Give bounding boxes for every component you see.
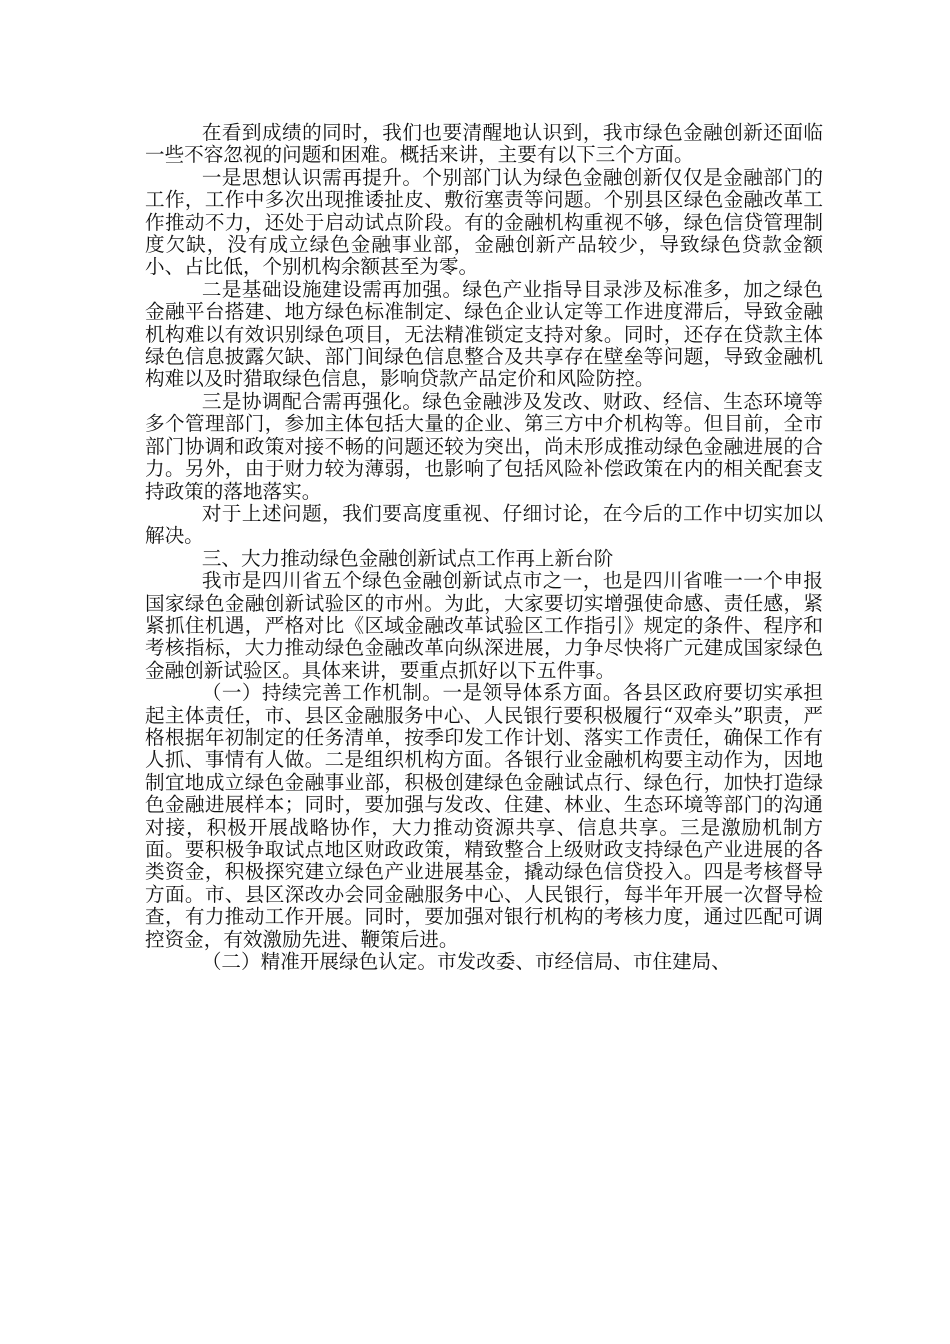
section-heading-three: 三、大力推动绿色金融创新试点工作再上新台阶 <box>201 546 614 570</box>
paragraph-pilot-city: 我市是四川省五个绿色金融创新试点市之一，也是四川省唯一一个申报国家绿色金融创新试验区的市州。为此，大家要切实增强使命感、责任感，紧紧抓住机遇，严格对比《区域金融改革试验区工作指引》规定的条件、程序和考核指标，大力推动绿色金融改革向纵深进展，力争尽快将广元建成国家绿色金融创新试验区。具体来讲，要重点抓好以下五件事。 <box>145 569 823 682</box>
paragraph-mechanism: （一）持续完善工作机制。一是领导体系方面。各县区政府要切实承担起主体责任，市、县区金融服务中心、人民银行要积极履行“双牵头”职责，严格根据年初制定的任务清单，按季印发工作计划、落实工作责任，确保工作有人抓、事情有人做。二是组织机构方面。各银行业金融机构要主动作为，因地制宜地成立绿色金融事业部，积极创建绿色金融试点行、绿色行，加快打造绿色金融进展样本；同时，要加强与发改、住建、林业、生态环境等部门的沟通对接，积极开展战略协作，大力推动资源共享、信息共享。三是激励机制方面。要积极争取试点地区财政政策，精致整合上级财政支持绿色产业进展的各类资金，积极探究建立绿色产业进展基金，撬动绿色信贷投入。四是考核督导方面。市、县区深改办会同金融服务中心、人民银行，每半年开展一次督导检查，有力推动工作开展。同时，要加强对银行机构的考核力度，通过匹配可调控资金，有效激励先进、鞭策后进。 <box>145 681 823 951</box>
paragraph-issue-coordination: 三是协调配合需再强化。绿色金融涉及发改、财政、经信、生态环境等多个管理部门，参加主体包括大量的企业、第三方中介机构等。但目前，全市部门协调和政策对接不畅的问题还较为突出，尚未形成推动绿色金融进展的合力。另外，由于财力较为薄弱，也影响了包括风险补偿政策在内的相关配套支持政策的落地落实。 <box>145 389 823 503</box>
document-page <box>145 122 823 973</box>
paragraph-intro: 在看到成绩的同时，我们也要清醒地认识到，我市绿色金融创新还面临一些不容忽视的问题和困难。概括来讲，主要有以下三个方面。 <box>145 121 823 167</box>
paragraph-resolve: 对于上述问题，我们要高度重视、仔细讨论，在今后的工作中切实加以解决。 <box>145 501 823 548</box>
paragraph-issue-infrastructure: 二是基础设施建设需再加强。绿色产业指导目录涉及标准多，加之绿色金融平台搭建、地方绿色标准制定、绿色企业认定等工作进度滞后，导致金融机构难以有效识别绿色项目，无法精准锁定支持对象。同时，还存在贷款主体绿色信息披露欠缺、部门间绿色信息整合及共享存在壁垒等问题，导致金融机构难以及时猎取绿色信息，影响贷款产品定价和风险防控。 <box>145 277 823 391</box>
paragraph-issue-thinking: 一是思想认识需再提升。个别部门认为绿色金融创新仅仅是金融部门的工作，工作中多次出现推诿扯皮、敷衍塞责等问题。个别县区绿色金融改革工作推动不力，还处于启动试点阶段。有的金融机构重视不够，绿色信贷管理制度欠缺，没有成立绿色金融事业部，金融创新产品较少，导致绿色贷款金额小、占比低，个别机构余额甚至为零。 <box>145 165 823 279</box>
paragraph-green-certification: （二）精准开展绿色认定。市发改委、市经信局、市住建局、 <box>201 950 731 974</box>
